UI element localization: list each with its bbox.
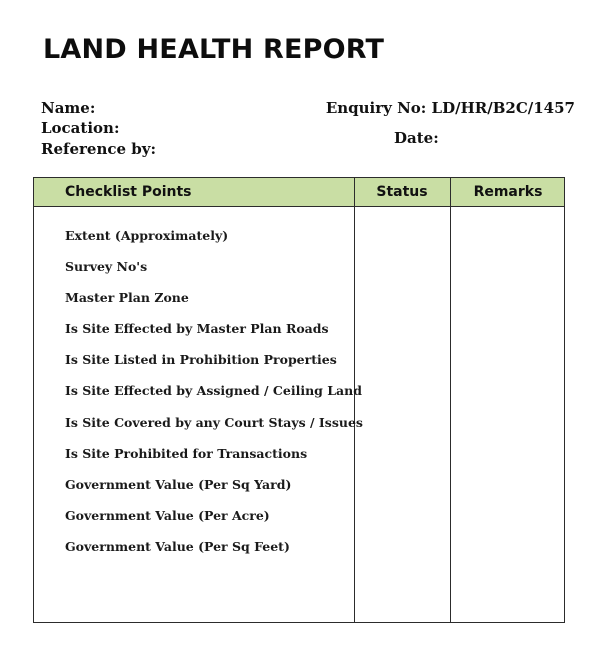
checklist-table: [33, 177, 565, 623]
reference-label: Reference by:: [41, 140, 156, 158]
checklist-item: Is Site Effected by Master Plan Roads: [65, 321, 329, 337]
checklist-item: Government Value (Per Sq Feet): [65, 538, 290, 554]
checklist-item: Government Value (Per Acre): [65, 507, 270, 523]
header-status: Status: [376, 184, 428, 200]
checklist-item: Government Value (Per Sq Yard): [65, 476, 292, 492]
checklist-item: Extent (Approximately): [65, 228, 229, 243]
checklist-items: [65, 228, 363, 570]
name-label: Name:: [41, 99, 96, 117]
checklist-item: Is Site Effected by Assigned / Ceiling Land: [65, 383, 362, 399]
remarks-column-divider: [450, 178, 451, 622]
checklist-item: Is Site Covered by any Court Stays / Issues: [65, 414, 363, 430]
header-remarks: Remarks: [473, 184, 543, 200]
checklist-item: Is Site Prohibited for Transactions: [65, 445, 308, 461]
checklist-item: Master Plan Zone: [65, 290, 189, 306]
checklist-item: Is Site Listed in Prohibition Properties: [65, 352, 337, 368]
enquiry-number: Enquiry No: LD/HR/B2C/1457: [325, 99, 575, 117]
location-label: Location:: [41, 119, 120, 137]
date-label: Date:: [394, 129, 439, 147]
checklist-item: Survey No's: [65, 259, 148, 275]
report-title: LAND HEALTH REPORT: [43, 34, 385, 65]
header-checklist-points: Checklist Points: [65, 184, 192, 200]
